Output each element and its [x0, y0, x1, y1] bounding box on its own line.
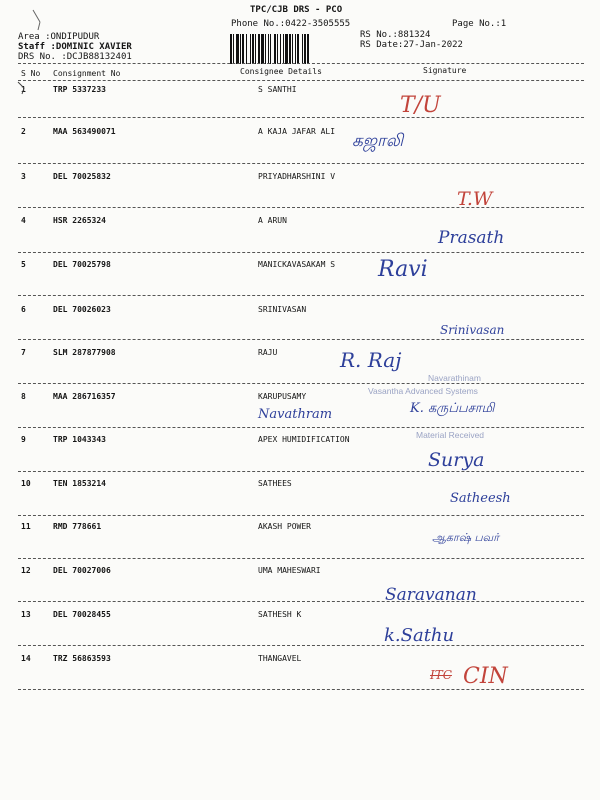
- rs-date: RS Date:27-Jan-2022: [360, 40, 463, 50]
- row-consignment: TEN 1853214: [53, 479, 106, 488]
- barcode-bar: [233, 34, 234, 64]
- row-consignee: APEX HUMIDIFICATION: [258, 435, 350, 444]
- barcode-bar: [297, 34, 299, 64]
- barcode-bar: [230, 34, 232, 64]
- row-consignee: A KAJA JAFAR ALI: [258, 127, 336, 136]
- table-row: [0, 435, 600, 449]
- row-consignee: PRIYADHARSHINI V: [258, 172, 336, 181]
- separator: [18, 117, 584, 118]
- signature-row-14: CIN: [463, 664, 508, 689]
- table-row: [0, 348, 600, 362]
- row-consignment: TRP 1043343: [53, 435, 106, 444]
- barcode-bar: [295, 34, 296, 64]
- table-row: [0, 654, 600, 668]
- barcode-bar: [304, 34, 306, 64]
- barcode-bar: [285, 34, 288, 64]
- row-sno: 7: [21, 348, 26, 357]
- barcode-bar: [236, 34, 239, 64]
- barcode-bar: [274, 34, 276, 64]
- table-row: [0, 566, 600, 580]
- barcode-bar: [261, 34, 264, 64]
- barcode: [229, 34, 351, 64]
- barcode-bar: [292, 34, 293, 64]
- row-sno: 5: [21, 260, 26, 269]
- separator: [18, 252, 584, 253]
- barcode-bar: [302, 34, 303, 64]
- signature-row-6: Srinivasan: [440, 323, 505, 337]
- signature-row-4: Prasath: [438, 228, 505, 248]
- table-row: [0, 392, 600, 406]
- separator: [18, 558, 584, 559]
- row-consignment: DEL 70025832: [53, 172, 111, 181]
- barcode-bar: [307, 34, 309, 64]
- table-row: [0, 610, 600, 624]
- row-sno: 11: [21, 522, 31, 531]
- barcode-bar: [265, 34, 266, 64]
- row-sno: 13: [21, 610, 31, 619]
- row-consignment: HSR 2265324: [53, 216, 106, 225]
- pen-mark: [16, 80, 30, 98]
- separator: [18, 515, 584, 516]
- barcode-bar: [280, 34, 281, 64]
- row-consignment: DEL 70026023: [53, 305, 111, 314]
- row-sno: 9: [21, 435, 26, 444]
- signature-row-2: கஜாலி: [352, 131, 404, 151]
- row-consignee: KARUPUSAMY: [258, 392, 307, 401]
- row-consignee: THANGAVEL: [258, 654, 302, 663]
- separator: [18, 63, 584, 64]
- separator: [18, 207, 584, 208]
- barcode-bar: [268, 34, 269, 64]
- table-row: [0, 127, 600, 141]
- staff-label: Staff :DOMINIC XAVIER: [18, 42, 132, 52]
- barcode-bar: [242, 34, 244, 64]
- separator: [18, 427, 584, 428]
- signature-row-11: ஆகாஷ் பவர்: [432, 531, 499, 544]
- signature-row-13: k.Sathu: [384, 625, 455, 646]
- consignee-note-row-8: Navathram: [258, 407, 333, 422]
- row-consignment: SLM 287877908: [53, 348, 116, 357]
- row-consignee: MANICKAVASAKAM S: [258, 260, 336, 269]
- row-sno: 1: [21, 85, 26, 94]
- row-consignee: SATHESH K: [258, 610, 302, 619]
- row-consignment: MAA 286716357: [53, 392, 116, 401]
- signature-row-9: Surya: [428, 449, 485, 471]
- row-sno: 6: [21, 305, 26, 314]
- drs-number: DRS No. :DCJB88132401: [18, 52, 132, 62]
- separator: [18, 339, 584, 340]
- row-consignment: DEL 70027006: [53, 566, 111, 575]
- barcode-bar: [246, 34, 247, 64]
- separator: [18, 163, 584, 164]
- signature-row-5: Ravi: [378, 257, 428, 282]
- column-header-signature: Signature: [423, 66, 467, 75]
- separator: [18, 295, 584, 296]
- signature-row-1: T/U: [400, 93, 441, 118]
- barcode-bar: [252, 34, 254, 64]
- row-sno: 8: [21, 392, 26, 401]
- row-consignment: DEL 70028455: [53, 610, 111, 619]
- row-consignee: AKASH POWER: [258, 522, 311, 531]
- stamp-name: Navarathinam: [428, 373, 481, 383]
- table-row: [0, 522, 600, 536]
- row-sno: 2: [21, 127, 26, 136]
- barcode-bar: [250, 34, 251, 64]
- signature-row-10: Satheesh: [450, 491, 511, 506]
- area-label: Area :ONDIPUDUR: [18, 32, 100, 42]
- row-consignee: A ARUN: [258, 216, 287, 225]
- barcode-bar: [240, 34, 241, 64]
- row-consignee: UMA MAHESWARI: [258, 566, 321, 575]
- report-title: TPC/CJB DRS - PCO: [250, 5, 343, 15]
- row-sno: 4: [21, 216, 26, 225]
- row-consignment: TRP 5337233: [53, 85, 106, 94]
- page-number: Page No.:1: [452, 19, 507, 29]
- separator: [18, 383, 584, 384]
- stamp-received: Material Received: [416, 430, 485, 440]
- separator: [18, 471, 584, 472]
- row-sno: 14: [21, 654, 31, 663]
- row-consignment: RMD 778661: [53, 522, 102, 531]
- table-row: [0, 260, 600, 274]
- phone-number: Phone No.:0422-3505555: [231, 19, 351, 29]
- pen-mark: [30, 8, 50, 32]
- row-consignment: TRZ 56863593: [53, 654, 111, 663]
- column-header-consignment: Consignment No: [53, 69, 121, 78]
- separator: [18, 80, 584, 81]
- struck-text-row-14: ITC: [430, 668, 452, 682]
- barcode-bar: [270, 34, 271, 64]
- rs-number: RS No.:881324: [360, 30, 431, 40]
- row-consignment: DEL 70025798: [53, 260, 111, 269]
- table-row: [0, 305, 600, 319]
- table-row: [0, 85, 600, 99]
- table-row: [0, 172, 600, 186]
- signature-row-12: Saravanan: [385, 585, 477, 605]
- column-header-sno: S No: [21, 69, 41, 78]
- signature-row-8: K. கருப்பசாமி: [410, 401, 495, 416]
- row-sno: 3: [21, 172, 26, 181]
- column-header-consignee: Consignee Details: [240, 67, 322, 76]
- row-consignee: SATHEES: [258, 479, 292, 488]
- separator: [18, 689, 584, 690]
- barcode-bar: [283, 34, 284, 64]
- signature-row-7: R. Raj: [340, 348, 402, 372]
- signature-row-3: T.W: [457, 188, 493, 210]
- table-row: [0, 216, 600, 230]
- row-consignee: RAJU: [258, 348, 278, 357]
- barcode-bar: [277, 34, 278, 64]
- separator: [18, 645, 584, 646]
- row-consignment: MAA 563490071: [53, 127, 116, 136]
- separator: [18, 601, 584, 602]
- barcode-bar: [258, 34, 260, 64]
- barcode-bar: [289, 34, 291, 64]
- row-consignee: SRINIVASAN: [258, 305, 307, 314]
- stamp-company: Vasantha Advanced Systems: [368, 386, 478, 396]
- row-consignee: S SANTHI: [258, 85, 297, 94]
- row-sno: 12: [21, 566, 31, 575]
- row-sno: 10: [21, 479, 31, 488]
- barcode-bar: [255, 34, 256, 64]
